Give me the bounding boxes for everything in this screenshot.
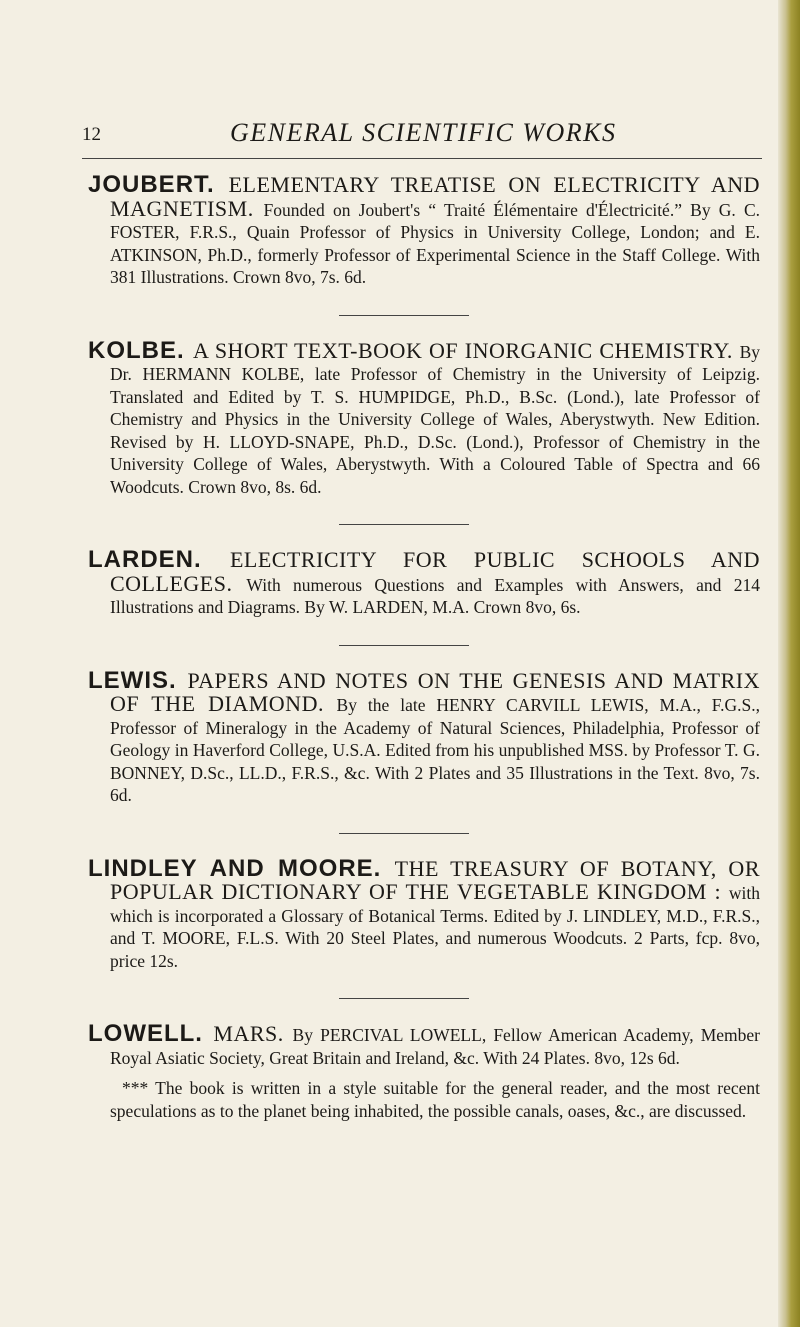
- entry-title: ELECTRICITY FOR PUBLIC SCHOOLS AND COLLEGES.: [110, 547, 760, 596]
- entry-note: *** The book is written in a style suitable for the general reader, and the most recent speculations as to the planet being inhabited, the possible canals, oases, &c., are discussed.: [110, 1078, 760, 1121]
- entry-body: By Dr. HERMANN KOLBE, late Professor of Chemistry in the University of Leipzig. Translated and Edited by T. S. HUMPIDGE, Ph.D., B.Sc. (Lond.), late Professor of Chemistry and Physics in the University College of Wales, Aberystwyth. New Edition. Revised by H. LLOYD-SNAPE, Ph.D., D.Sc. (Lond.), Professor of Chemistry in the University College of Wales, Aberystwyth. With a Coloured Table of Spectra and 66 Woodcuts. Crown 8vo, 8s. 6d.: [110, 341, 760, 497]
- running-title: GENERAL SCIENTIFIC WORKS: [230, 118, 617, 147]
- page-header: [82, 118, 762, 160]
- entry-larden: [88, 546, 760, 619]
- entry-title: A SHORT TEXT-BOOK OF INORGANIC CHEMISTRY.: [193, 337, 740, 363]
- entry-kolbe: [88, 336, 760, 499]
- entry-body: with which is incorporated a Glossary of Botanical Terms. Edited by J. LINDLEY, M.D., F.R.S., and T. MOORE, F.L.S. With 20 Steel Plates, and numerous Woodcuts. 2 Parts, fcp. 8vo, price 12s.: [110, 883, 760, 971]
- entry-joubert: [88, 171, 760, 289]
- section-divider: [339, 998, 469, 999]
- entry-lowell: [88, 1020, 760, 1122]
- entry-author: LEWIS.: [88, 666, 188, 694]
- entry-title: PAPERS AND NOTES ON THE GENESIS AND MATRIX OF THE DIAMOND.: [110, 667, 760, 716]
- catalogue-entries: [88, 171, 760, 1122]
- entry-body: With numerous Questions and Examples with Answers, and 214 Illustrations and Diagrams. By W. LARDEN, M.A. Crown 8vo, 6s.: [110, 574, 760, 617]
- entry-body: By the late HENRY CARVILL LEWIS, M.A., F.G.S., Professor of Mineralogy in the Academy of Natural Sciences, Philadelphia, Professor of Geology in Haverford College, U.S.A. Edited from his unpublished MSS. by Professor T. G. BONNEY, D.Sc., LL.D., F.R.S., &c. With 2 Plates and 35 Illustrations in the Text. 8vo, 7s. 6d.: [110, 695, 760, 805]
- entry-author: LINDLEY AND MOORE.: [88, 854, 395, 882]
- entry-title: THE TREASURY OF BOTANY, OR POPULAR DICTIONARY OF THE VEGETABLE KINGDOM :: [110, 855, 760, 904]
- entry-title: MARS.: [213, 1021, 293, 1046]
- page-number: 12: [82, 124, 101, 145]
- entry-author: KOLBE.: [88, 336, 193, 364]
- entry-author: LOWELL.: [88, 1020, 214, 1047]
- entry-body: Founded on Joubert's “ Traité Élémentaire d'Électricité.” By G. C. FOSTER, F.R.S., Quain Professor of Physics in University College, London; and E. ATKINSON, Ph.D., formerly Professor of Experimental Science in the Staff College. With 381 Illustrations. Crown 8vo, 7s. 6d.: [110, 199, 760, 287]
- section-divider: [339, 833, 469, 834]
- entry-lewis: [88, 666, 760, 807]
- section-divider: [339, 315, 469, 316]
- entry-author: JOUBERT.: [88, 171, 229, 198]
- section-divider: [339, 645, 469, 646]
- entry-body: By PERCIVAL LOWELL, Fellow American Academy, Member Royal Asiatic Society, Great Britain and Ireland, &c. With 24 Plates. 8vo, 12s 6d.: [110, 1025, 760, 1068]
- section-divider: [339, 524, 469, 525]
- header-rule: [82, 158, 762, 159]
- page-edge-shadow: [778, 0, 800, 1327]
- entry-lindley-moore: [88, 854, 760, 973]
- entry-author: LARDEN.: [88, 546, 230, 573]
- entry-title: ELEMENTARY TREATISE ON ELECTRICITY AND MAGNETISM.: [110, 172, 760, 221]
